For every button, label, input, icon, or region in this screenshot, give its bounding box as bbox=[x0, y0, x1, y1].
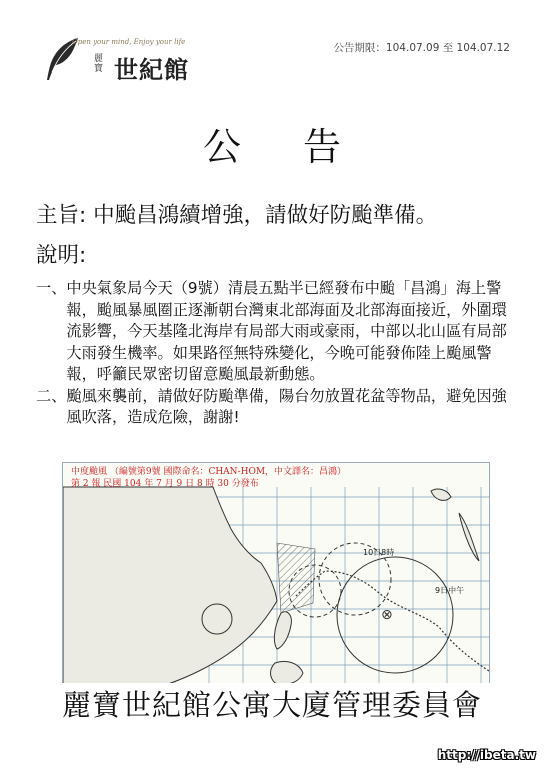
notice-period: 公告期限：104.07.09 至 104.07.12 bbox=[333, 42, 510, 54]
explanation-list bbox=[36, 278, 512, 429]
watermark: http://ibeta.tw bbox=[437, 748, 536, 762]
item-number: 二、 bbox=[36, 386, 67, 405]
map-header-line2: 第 2 報 民國 104 年 7 月 9 日 8 時 30 分發布 bbox=[71, 479, 259, 489]
map-drawing bbox=[63, 463, 489, 695]
notice-title: 公告 bbox=[202, 125, 403, 169]
item-text: 颱風來襲前，請做好防颱準備，陽台勿放置花盆等物品，避免因強風吹落，造成危險，謝謝! bbox=[66, 386, 507, 426]
logo-small-text: 麗寶 bbox=[94, 54, 104, 74]
item-number: 一、 bbox=[36, 279, 67, 297]
map-label-noon: 9日中午 bbox=[435, 586, 465, 595]
explanation-heading: 說明: bbox=[36, 243, 87, 268]
notice-subject: 主旨: 中颱昌鴻續增強，請做好防颱準備。 bbox=[36, 203, 438, 228]
typhoon-symbol: ⊗ bbox=[381, 607, 393, 623]
map-header-line1: 中度颱風 （編號第9號 國際命名：CHAN-HOM，中文譯名：昌鴻） bbox=[71, 467, 347, 477]
list-item bbox=[36, 278, 512, 386]
item-text: 中央氣象局今天（9號）清晨五點半已經發布中颱「昌鴻」海上警報，颱風暴風圈正逐漸朝台灣東北部海面及北部海面接近，外圍環流影響，今天基隆北海岸有局部大雨或豪雨，中部以北山區有局部大雨發生機率。如果路徑無特殊變化，今晚可能發佈陸上颱風警報，呼籲民眾密切留意颱風最新動態。 bbox=[66, 279, 507, 383]
land-outlines bbox=[63, 487, 479, 695]
map-label-10th: 10日8時 bbox=[363, 548, 395, 557]
typhoon-track-map bbox=[62, 462, 490, 696]
logo-name: 世紀館 bbox=[114, 55, 189, 84]
signature: 麗寶世紀館公寓大廈管理委員會 bbox=[0, 683, 544, 724]
logo bbox=[42, 36, 232, 86]
forecast-hatched-area bbox=[277, 543, 315, 613]
list-item bbox=[36, 386, 512, 429]
logo-tagline: Open your mind, Enjoy your life bbox=[72, 38, 186, 46]
